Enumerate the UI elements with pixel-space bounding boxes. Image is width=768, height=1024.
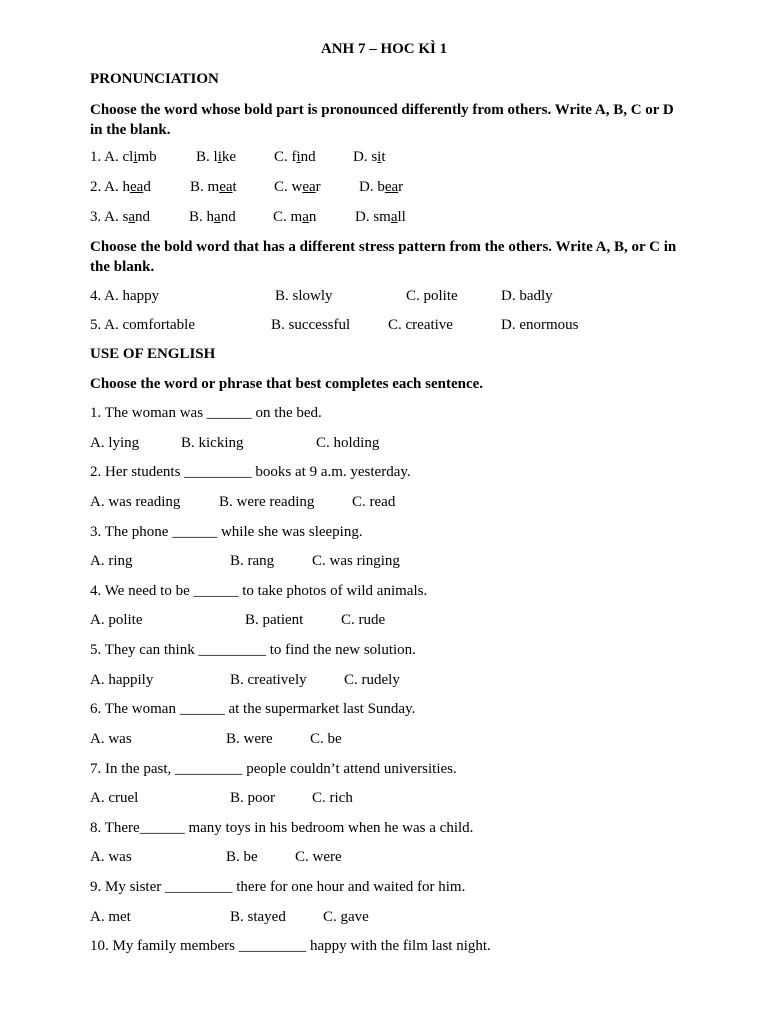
uoe-q4-option-a: A. polite — [90, 612, 143, 628]
uoe-q3-option-a: A. ring — [90, 553, 133, 569]
uoe-question-8: 8. There______ many toys in his bedroom when he was a child. — [90, 820, 474, 836]
stress-q5-option-c: C. creative — [388, 317, 453, 333]
uoe-question-6: 6. The woman ______ at the supermarket last Sunday. — [90, 701, 416, 717]
uoe-q2-option-a: A. was reading — [90, 494, 181, 510]
uoe-q6-option-a: A. was — [90, 731, 132, 747]
pron-q1-option-c: C. find — [274, 149, 316, 165]
stress-q5-option-a: 5. A. comfortable — [90, 317, 195, 333]
stress-q4-option-c: C. polite — [406, 288, 458, 304]
uoe-q8-option-a: A. was — [90, 849, 132, 865]
pron-q1-option-d: D. sit — [353, 149, 386, 165]
page-title: ANH 7 – HOC KÌ 1 — [320, 41, 448, 57]
section-heading-use-of-english: USE OF ENGLISH — [90, 346, 216, 362]
uoe-question-7: 7. In the past, _________ people couldn’t attend universities. — [90, 761, 457, 777]
uoe-q1-option-b: B. kicking — [181, 435, 244, 451]
uoe-q9-option-b: B. stayed — [230, 909, 286, 925]
uoe-q7-option-a: A. cruel — [90, 790, 139, 806]
uoe-q4-option-b: B. patient — [245, 612, 304, 628]
uoe-q4-option-c: C. rude — [341, 612, 386, 628]
uoe-q7-option-b: B. poor — [230, 790, 275, 806]
pron-q1-option-b: B. like — [196, 149, 237, 165]
pron-q2-option-a: 2. A. head — [90, 179, 151, 195]
pron-q2-option-c: C. wear — [274, 179, 321, 195]
uoe-q5-option-c: C. rudely — [344, 672, 400, 688]
uoe-q2-option-b: B. were reading — [219, 494, 315, 510]
uoe-q3-option-b: B. rang — [230, 553, 275, 569]
uoe-q1-option-a: A. lying — [90, 435, 140, 451]
uoe-question-9: 9. My sister _________ there for one hour and waited for him. — [90, 879, 466, 895]
uoe-q6-option-c: C. be — [310, 731, 342, 747]
uoe-q9-option-a: A. met — [90, 909, 131, 925]
pron-q1-option-a: 1. A. climb — [90, 149, 157, 165]
pron-q2-option-b: B. meat — [190, 179, 237, 195]
uoe-question-10: 10. My family members _________ happy with the film last night. — [90, 938, 491, 954]
uoe-q8-option-b: B. be — [226, 849, 258, 865]
uoe-question-1: 1. The woman was ______ on the bed. — [90, 405, 322, 421]
uoe-q8-option-c: C. were — [295, 849, 342, 865]
pronunciation-instruction-2: Choose the bold word that has a different stress pattern from the others. Write A, B, or C in the blank. — [90, 239, 677, 275]
uoe-question-5: 5. They can think _________ to find the new solution. — [90, 642, 416, 658]
uoe-q1-option-c: C. holding — [316, 435, 380, 451]
use-of-english-instruction: Choose the word or phrase that best completes each sentence. — [90, 376, 484, 392]
pron-q3-option-b: B. hand — [189, 209, 236, 225]
pron-q3-option-c: C. man — [273, 209, 317, 225]
pron-q3-option-d: D. small — [355, 209, 406, 225]
uoe-q9-option-c: C. gave — [323, 909, 369, 925]
pron-q3-option-a: 3. A. sand — [90, 209, 151, 225]
uoe-q5-option-b: B. creatively — [230, 672, 307, 688]
pron-q2-option-d: D. bear — [359, 179, 404, 195]
uoe-question-3: 3. The phone ______ while she was sleeping. — [90, 524, 363, 540]
uoe-q7-option-c: C. rich — [312, 790, 353, 806]
uoe-question-2: 2. Her students _________ books at 9 a.m. yesterday. — [90, 464, 411, 480]
stress-q4-option-b: B. slowly — [275, 288, 333, 304]
uoe-question-4: 4. We need to be ______ to take photos of wild animals. — [90, 583, 428, 599]
section-heading-pronunciation: PRONUNCIATION — [90, 71, 219, 87]
stress-q5-option-d: D. enormous — [501, 317, 579, 333]
stress-q5-option-b: B. successful — [271, 317, 351, 333]
uoe-q3-option-c: C. was ringing — [312, 553, 400, 569]
uoe-q6-option-b: B. were — [226, 731, 273, 747]
uoe-q5-option-a: A. happily — [90, 672, 154, 688]
uoe-q2-option-c: C. read — [352, 494, 396, 510]
pronunciation-instruction-1: Choose the word whose bold part is pronounced differently from others. Write A, B, C or D in the blank. — [90, 102, 674, 138]
stress-q4-option-d: D. badly — [501, 288, 553, 304]
stress-q4-option-a: 4. A. happy — [90, 288, 160, 304]
